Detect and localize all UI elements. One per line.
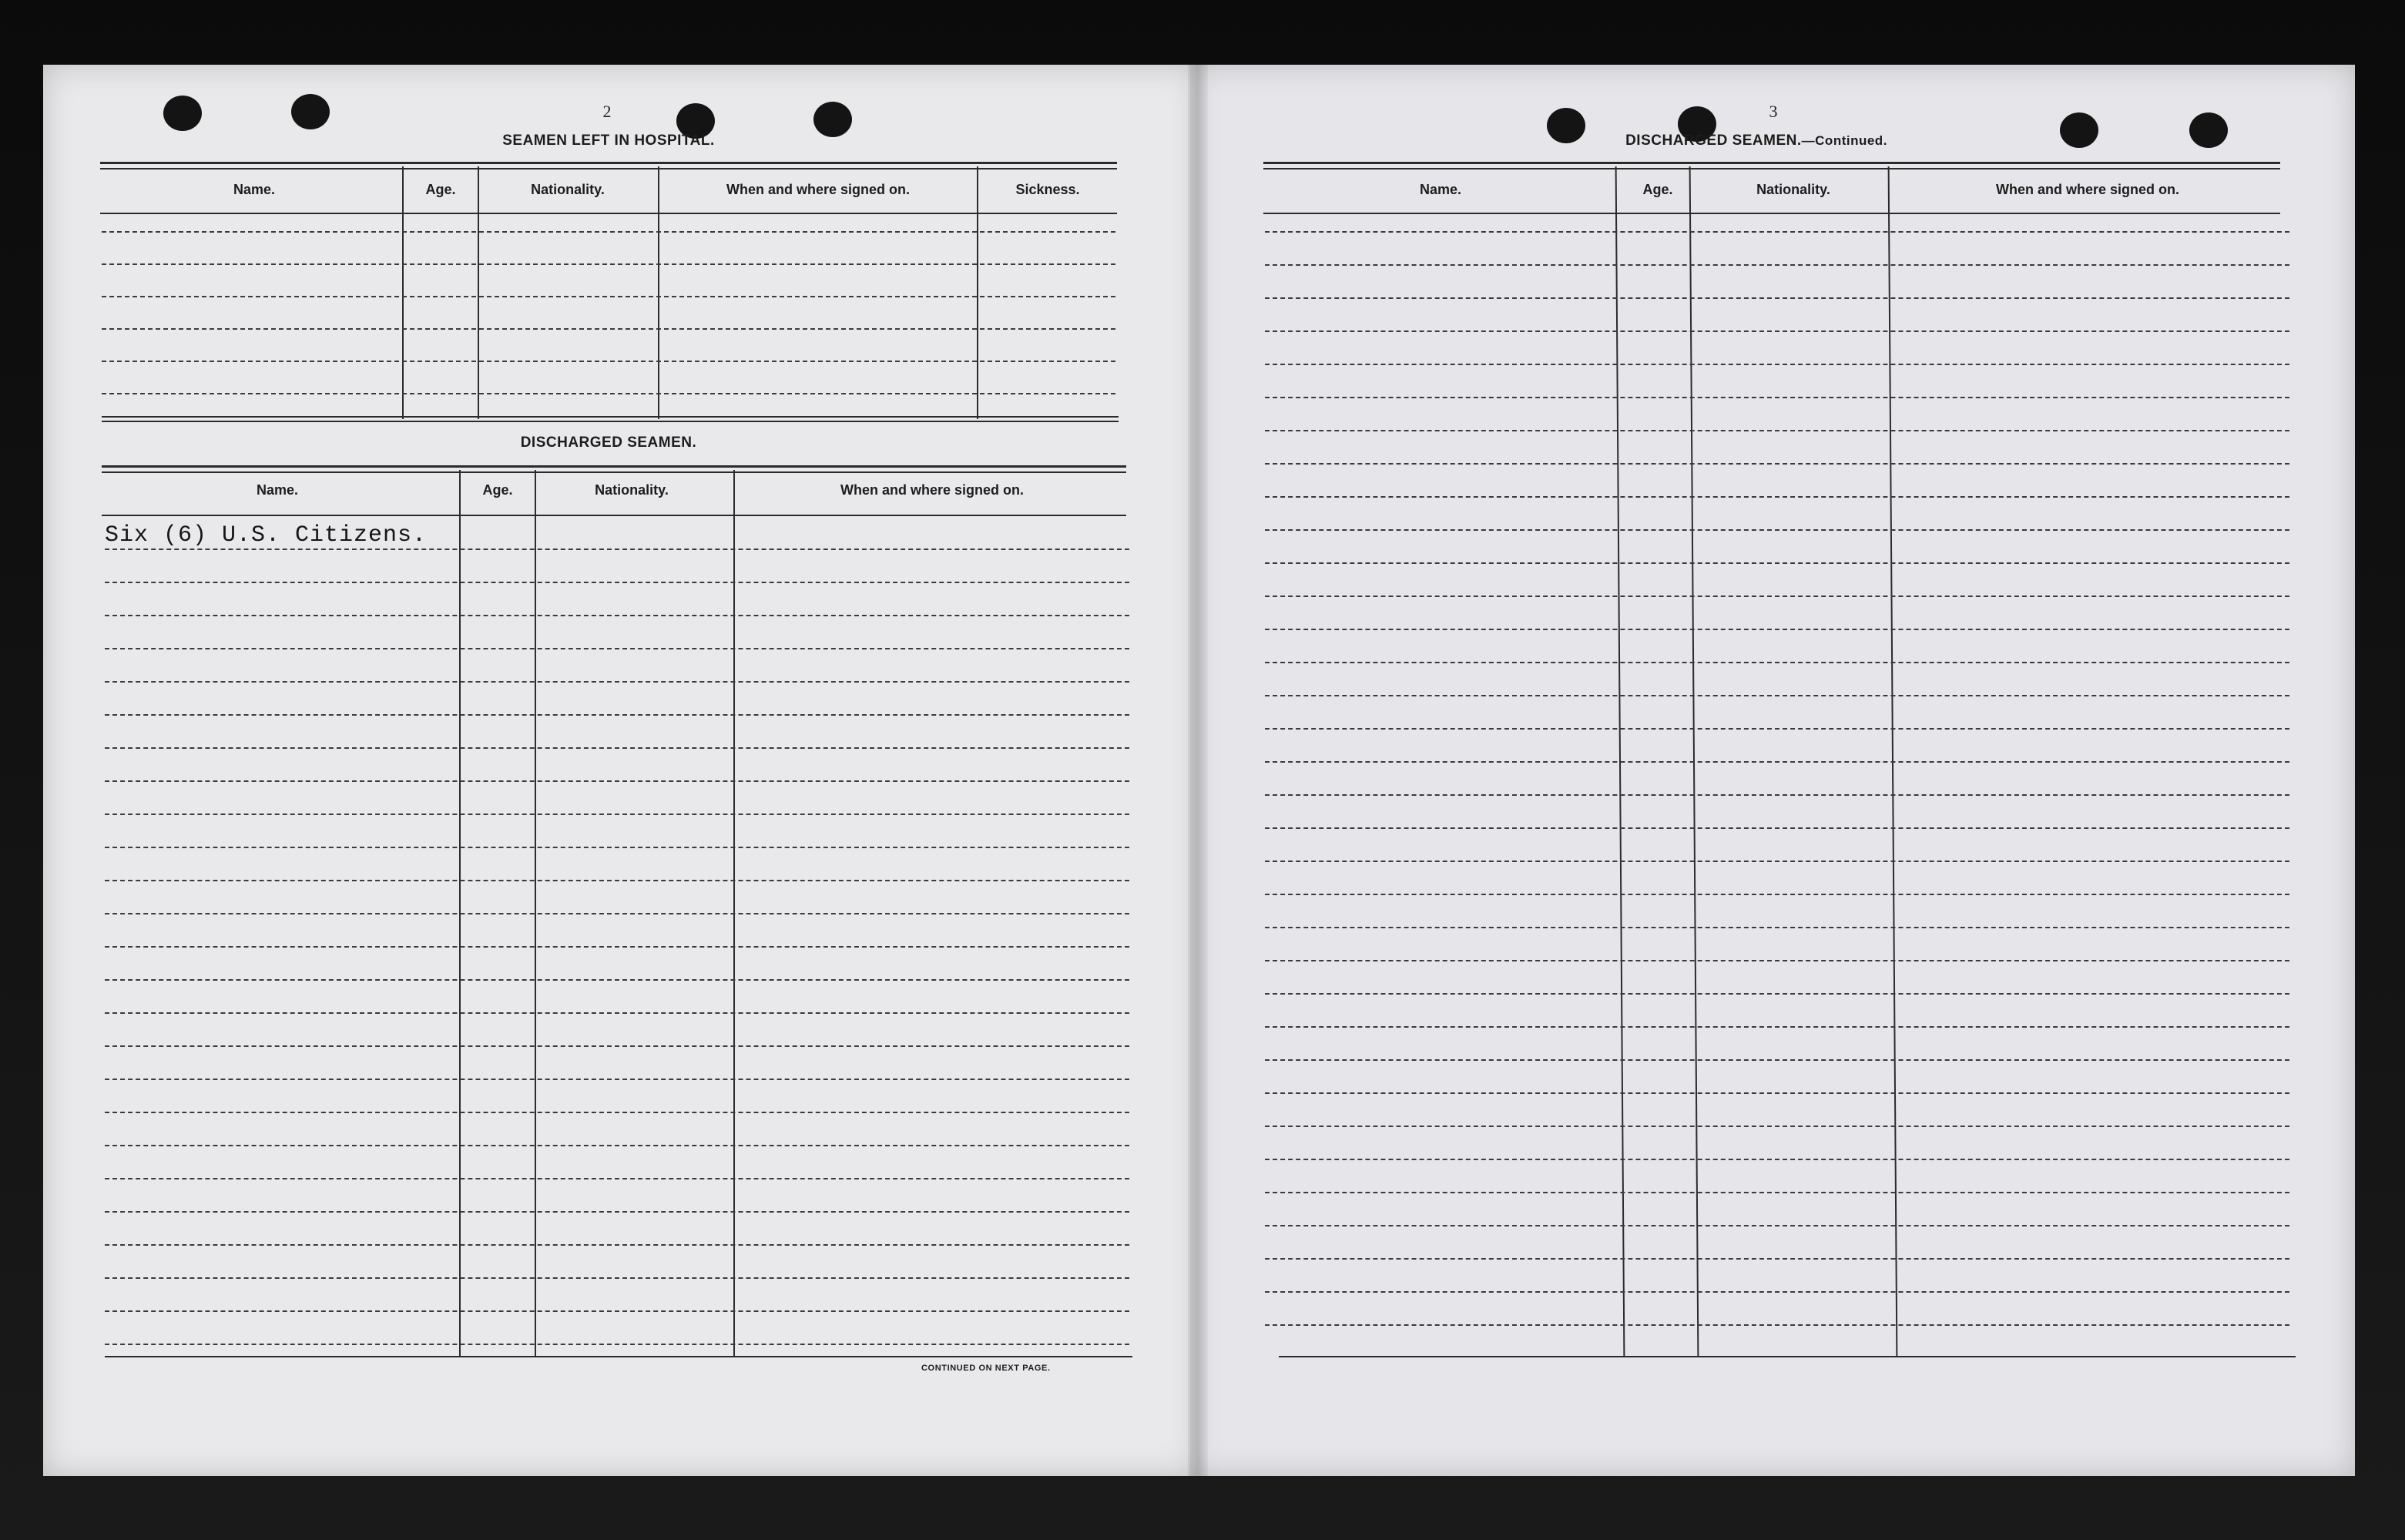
entry-line (1265, 1126, 2289, 1127)
entry-line (1265, 297, 2289, 299)
table-bottom-rule (1279, 1356, 2296, 1357)
entry-line (105, 549, 1129, 550)
bleed-through-text (116, 176, 129, 215)
typed-entry: Six (6) U.S. Citizens. (105, 522, 428, 549)
entry-line (1265, 397, 2289, 398)
entry-line (105, 1244, 1129, 1246)
column-header-name: Name. (1419, 182, 1462, 197)
entry-line (105, 1079, 1129, 1080)
entry-line (1265, 463, 2289, 465)
entry-line (1265, 364, 2289, 365)
entry-line (1265, 430, 2289, 431)
entry-line (105, 1310, 1129, 1312)
entry-line (1265, 993, 2289, 995)
entry-line (105, 648, 1129, 649)
entry-line (1265, 330, 2289, 332)
table-top-rule (100, 162, 1117, 164)
page-fold (1188, 65, 1208, 1476)
column-divider (977, 166, 978, 419)
section-bottom-rule (102, 416, 1119, 418)
entry-line (105, 946, 1129, 948)
entry-line (1265, 562, 2289, 564)
entry-line (105, 1344, 1129, 1345)
entry-line (105, 847, 1129, 848)
entry-line (1265, 1059, 2289, 1061)
column-header-signed-on: When and where signed on. (726, 182, 911, 197)
entry-line (105, 979, 1129, 981)
entry-line (1265, 1092, 2289, 1094)
entry-line (105, 1012, 1129, 1014)
title-text: DISCHARGED SEAMEN. (1625, 133, 1802, 149)
entry-line (105, 615, 1129, 616)
header-bottom-rule (102, 515, 1126, 516)
entry-line (1265, 894, 2289, 895)
page-number: 2 (602, 102, 612, 121)
column-header-signed-on: When and where signed on. (840, 482, 1025, 498)
title-suffix: —Continued. (1801, 133, 1887, 148)
entry-line (1265, 629, 2289, 630)
entry-line (1265, 1225, 2289, 1226)
entry-line (1265, 794, 2289, 796)
entry-line (1265, 264, 2289, 266)
table-bottom-rule (105, 1356, 1132, 1357)
header-bottom-rule (100, 213, 1117, 214)
entry-line (105, 714, 1129, 716)
entry-line (1265, 529, 2289, 531)
entry-line (105, 1145, 1129, 1146)
entry-line (105, 1045, 1129, 1047)
page-number: 3 (1769, 102, 1778, 121)
entry-line (105, 1178, 1129, 1179)
column-header-signed-on: When and where signed on. (1995, 182, 2180, 197)
entry-line (1265, 861, 2289, 862)
hospital-section-title: SEAMEN LEFT IN HOSPITAL. (502, 133, 715, 149)
punch-hole (163, 96, 202, 131)
entry-line (1265, 1192, 2289, 1193)
right-page (1190, 65, 2355, 1476)
entry-line (1265, 927, 2289, 928)
entry-line (105, 582, 1129, 583)
entry-line (105, 913, 1129, 914)
left-page (43, 65, 1199, 1476)
table-top-rule (102, 471, 1126, 473)
entry-line (1265, 1291, 2289, 1293)
punch-hole (2060, 112, 2098, 148)
column-header-nationality: Nationality. (595, 482, 669, 498)
table-top-rule (100, 168, 1117, 169)
punch-hole (813, 102, 852, 137)
column-header-name: Name. (256, 482, 299, 498)
entry-line (102, 361, 1115, 362)
entry-line (105, 1211, 1129, 1213)
table-top-rule (102, 465, 1126, 468)
discharged-continued-title (1579, 133, 1934, 149)
entry-line (1265, 496, 2289, 498)
punch-hole (2189, 112, 2228, 148)
entry-line (105, 814, 1129, 815)
entry-line (1265, 827, 2289, 829)
entry-line (1265, 1258, 2289, 1260)
column-header-age: Age. (482, 482, 513, 498)
entry-line (105, 1112, 1129, 1113)
continued-footer: CONTINUED ON NEXT PAGE. (921, 1364, 1051, 1373)
table-top-rule (1263, 168, 2280, 169)
column-header-nationality: Nationality. (1756, 182, 1830, 197)
entry-line (1265, 662, 2289, 663)
entry-line (1265, 1026, 2289, 1028)
entry-line (105, 747, 1129, 749)
table-top-rule (1263, 162, 2280, 164)
entry-line (1265, 596, 2289, 597)
column-header-age: Age. (425, 182, 456, 197)
column-header-sickness: Sickness. (1015, 182, 1080, 197)
entry-line (102, 393, 1115, 394)
entry-line (1265, 231, 2289, 233)
entry-line (105, 780, 1129, 782)
entry-line (1265, 1324, 2289, 1326)
entry-line (102, 231, 1115, 233)
punch-hole (291, 94, 330, 129)
column-header-age: Age. (1642, 182, 1673, 197)
column-divider (402, 166, 404, 419)
entry-line (105, 681, 1129, 683)
section-bottom-rule (102, 421, 1119, 422)
entry-line (1265, 1159, 2289, 1160)
column-header-name: Name. (233, 182, 276, 197)
entry-line (1265, 695, 2289, 696)
entry-line (105, 880, 1129, 881)
column-divider (658, 166, 659, 419)
entry-line (102, 328, 1115, 330)
entry-line (102, 296, 1115, 297)
entry-line (102, 263, 1115, 265)
entry-line (1265, 960, 2289, 961)
column-divider (478, 166, 479, 419)
discharged-section-title: DISCHARGED SEAMEN. (520, 434, 697, 451)
header-bottom-rule (1263, 213, 2280, 214)
entry-line (105, 1277, 1129, 1279)
entry-line (1265, 761, 2289, 763)
entry-line (1265, 728, 2289, 730)
column-header-nationality: Nationality. (531, 182, 605, 197)
